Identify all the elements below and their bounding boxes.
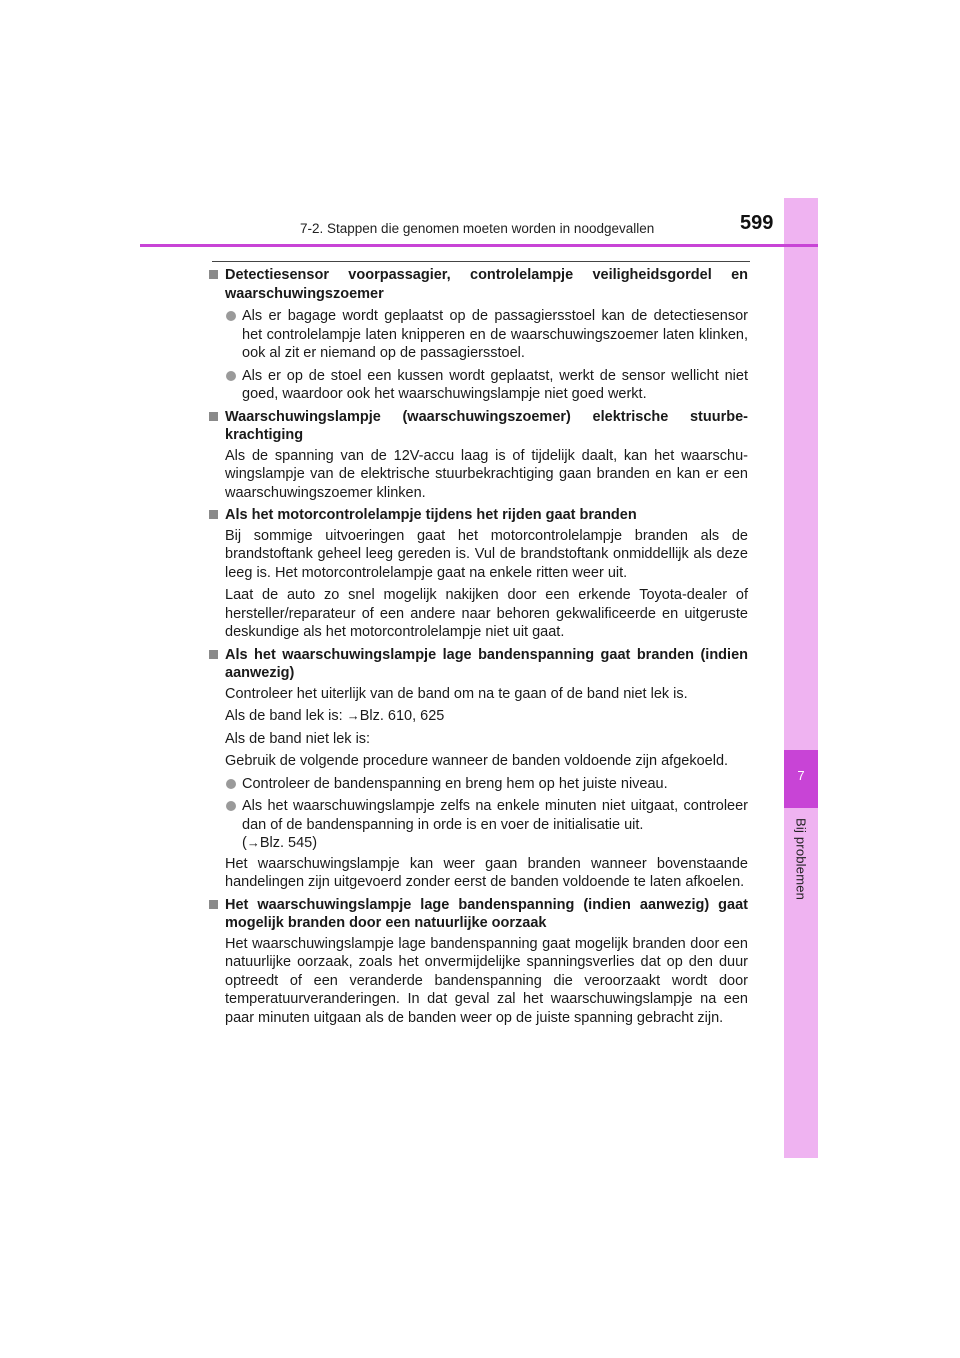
paragraph: Het waarschuwingslampje lage bandenspanning gaat mogelijk branden door een natuurlijke oorzaak, zoals het onvermijdelijke spanningsverlies dat op den duur optreedt of een veranderde bandenspanning die veroorzaakt wordt door temperatuurveranderingen. In dat geval zal het waarschuwingslampje na een paar minuten uitgaan als de banden weer op de juiste spanning gebracht zijn. [225, 935, 748, 1026]
header-rule [140, 244, 818, 247]
list-item [225, 797, 748, 853]
section-tire-pressure [208, 646, 748, 892]
paragraph: Als de band niet lek is: [225, 730, 371, 747]
section-title: Als het waarschuwingslampje lage bandenspanning gaat branden (indien aanwezig) [225, 646, 748, 681]
section-passenger-sensor [208, 266, 748, 404]
section-power-steering [208, 408, 748, 503]
header-section-title: 7-2. Stappen die genomen moeten worden in noodgevallen [300, 221, 655, 236]
bullet-text: Als er bagage wordt geplaatst op de passagiersstoel kan de detectiesensor het controlelampje laten knipperen en de waarschuwingszoemer laten klinken, ook al zit er niemand op de passagiersstoel. [242, 308, 748, 361]
section-title: Detectiesensor voorpassagier, controlelampje veiligheidsgordel en waarschuwingszoemer [225, 267, 748, 302]
content-top-divider [212, 261, 750, 262]
bullet-circle-icon [226, 801, 236, 811]
section-natural-cause [208, 896, 748, 1028]
bullet-text: Controleer de bandenspanning en breng hem op het juiste niveau. [242, 775, 668, 792]
section-square-icon [209, 510, 218, 519]
bullet-circle-icon [226, 779, 236, 789]
section-square-icon [209, 412, 218, 421]
bullet-circle-icon [226, 311, 236, 321]
section-square-icon [209, 270, 218, 279]
section-title: Waarschuwingslampje (waarschuwingszoemer) elektrische stuurbekrachtiging [225, 408, 748, 443]
list-item [225, 367, 748, 404]
paragraph: Laat de auto zo snel mogelijk nakijken door een erkende Toyota-dealer of hersteller/reparateur of een andere naar behoren gekwalificeerde en uitgeruste deskundige als het motorcontrolelampje niet uit gaat. [225, 587, 748, 640]
page-reference-link[interactable]: Blz. 545 [259, 835, 313, 851]
bullet-text: Als er op de stoel een kussen wordt geplaatst, werkt de sensor wellicht niet goed, waardoor ook het waarschuwingslampje niet goed werkt. [242, 367, 748, 402]
page-reference-link[interactable]: Blz. 610, 625 [359, 708, 445, 724]
paragraph: Controleer het uiterlijk van de band om na te gaan of de band niet lek is. [225, 685, 688, 702]
chapter-number: 7 [797, 768, 805, 783]
bullet-text: Als het waarschuwingslampje zelfs na enkele minuten niet uitgaat, controleer dan of de bandenspanning in orde is en voer de initialisatie uit. [242, 798, 748, 833]
paragraph: Bij sommige uitvoeringen gaat het motorcontrolelampje branden als de brandstoftank geheel leeg gereden is. Vul de brandstoftank onmiddellijk als deze leeg is. Het motorcontrolelampje gaat na enkele ritten weer uit. [225, 527, 748, 581]
chapter-title: Bij problemen [793, 818, 809, 901]
paragraph: Gebruik de volgende procedure wanneer de banden voldoende zijn afgekoeld. [225, 753, 729, 769]
section-square-icon [209, 650, 218, 659]
paragraph: Als de spanning van de 12V-accu laag is of tijdelijk daalt, kan het waarschuwingslampje van de elektrische stuurbekrachtiging gaan branden en kan er een waarschuwingszoemer klinken. [225, 447, 748, 501]
chapter-title-container [784, 818, 818, 938]
section-title: Het waarschuwingslampje lage bandenspanning (indien aanwezig) gaat mogelijk branden door een natuurlijke oorzaak [225, 896, 748, 931]
reference-close-paren: ) [312, 835, 318, 851]
section-title: Als het motorcontrolelampje tijdens het rijden gaat branden [225, 507, 637, 523]
paragraph-text: Als de band lek is: [225, 708, 347, 724]
reference-open-paren: ( [242, 835, 247, 851]
section-engine-light [208, 506, 748, 642]
page-number: 599 [740, 212, 774, 234]
page-content [208, 266, 748, 1031]
arrow-right-icon: → [246, 835, 260, 850]
list-item [225, 307, 748, 363]
arrow-right-icon: → [346, 708, 360, 723]
paragraph: Het waarschuwingslampje kan weer gaan branden wanneer bovenstaande handelingen zijn uitgevoerd zonder eerst de banden voldoende te laten afkoelen. [225, 855, 748, 890]
paragraph [225, 707, 748, 726]
bullet-circle-icon [226, 371, 236, 381]
section-square-icon [209, 900, 218, 909]
list-item [225, 775, 748, 794]
chapter-side-tab [784, 198, 818, 1158]
